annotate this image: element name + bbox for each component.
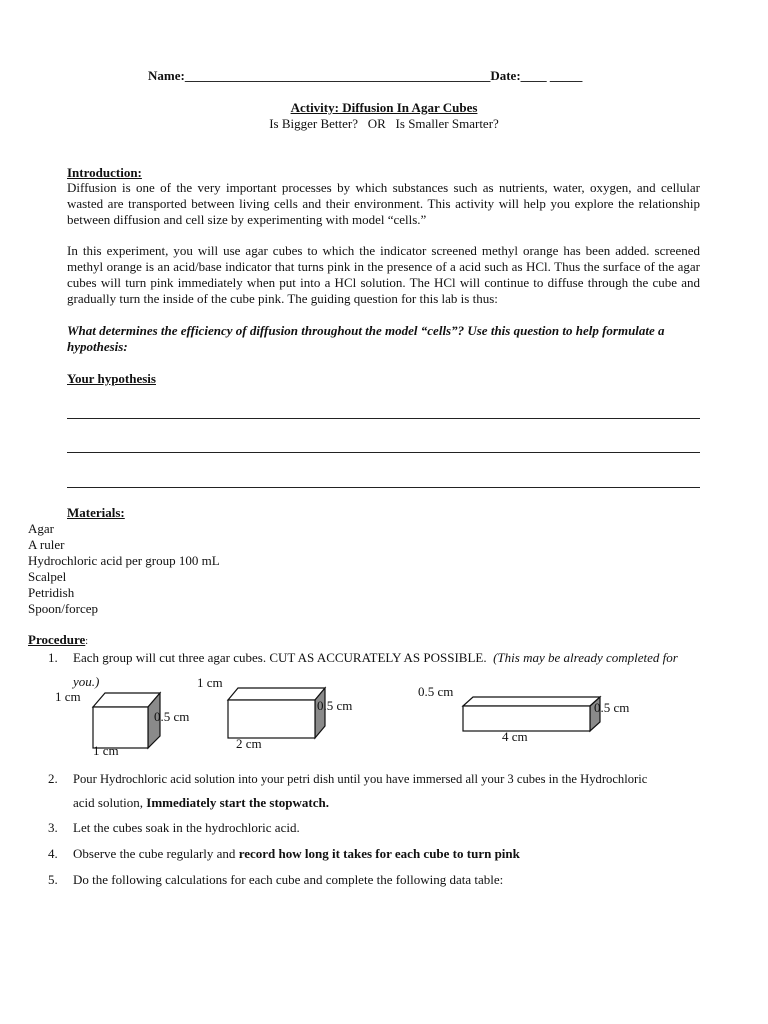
step-2-cont-plain: acid solution, bbox=[73, 795, 147, 810]
cube-2-width-label: 2 cm bbox=[236, 736, 262, 751]
materials-heading: Materials: bbox=[67, 505, 125, 520]
step-1-note: (This may be already completed for bbox=[493, 650, 678, 665]
cube-3-width-label: 4 cm bbox=[502, 729, 528, 744]
cube-2-depth-label: 0.5 cm bbox=[317, 698, 353, 713]
step-4-bold: record how long it takes for each cube to turn pink bbox=[238, 846, 520, 861]
name-field[interactable]: _______________________________________________ bbox=[184, 68, 491, 83]
step-2-text-cont bbox=[73, 795, 329, 811]
cube-1-depth-label: 0.5 cm bbox=[154, 709, 190, 724]
introduction-paragraph-1: Diffusion is one of the very important processes by which substances such as nutrients, water, oxygen, and cellular wasted are transported between living cells and their environment. This activity will help you explore the relationship between diffusion and cell size by experimenting with model “cells.” bbox=[67, 180, 700, 227]
materials-item: A ruler bbox=[28, 537, 65, 552]
name-date-line bbox=[148, 68, 582, 84]
procedure-heading-text: Procedure bbox=[28, 632, 86, 647]
materials-item: Hydrochloric acid per group 100 mL bbox=[28, 553, 220, 568]
cube-2-height-label: 1 cm bbox=[197, 675, 223, 690]
step-3-text: Let the cubes soak in the hydrochloric acid. bbox=[73, 820, 300, 835]
step-4-text bbox=[73, 846, 520, 862]
cube-1-height-label: 1 cm bbox=[55, 689, 81, 704]
step-2-cont-bold: Immediately start the stopwatch. bbox=[146, 795, 329, 810]
cube-1-width-label: 1 cm bbox=[93, 743, 119, 758]
step-5-number: 5. bbox=[48, 872, 58, 887]
cube-2-diagram bbox=[225, 685, 330, 740]
name-label: Name: bbox=[148, 68, 185, 83]
guiding-question: What determines the efficiency of diffusion throughout the model “cells”? Use this question to help formulate a hypothesis: bbox=[67, 323, 665, 354]
hypothesis-line-1[interactable] bbox=[67, 418, 700, 419]
step-3-number: 3. bbox=[48, 820, 58, 835]
date-field[interactable]: ____ _____ bbox=[520, 68, 583, 83]
activity-title: Activity: Diffusion In Agar Cubes bbox=[290, 100, 478, 115]
step-1-note-cont: you.) bbox=[73, 674, 100, 689]
materials-item: Scalpel bbox=[28, 569, 67, 584]
procedure-heading-colon: : bbox=[85, 636, 89, 647]
cube-3-diagram bbox=[460, 694, 605, 734]
hypothesis-line-3[interactable] bbox=[67, 487, 700, 488]
introduction-paragraph-2: In this experiment, you will use agar cubes to which the indicator screened methyl orange has been added. screened methyl orange is an acid/base indicator that turns pink in the presence of a acid such as HCl. Thus the surface of the agar cubes will turn pink immediately when put into a HCl solution. The HCl will continue to diffuse through the cube and gradually turn the inside of the cube pink. The guiding question for this lab is thus: bbox=[67, 243, 700, 306]
introduction-heading: Introduction: bbox=[67, 165, 142, 180]
step-1-text bbox=[73, 650, 678, 666]
date-label: Date: bbox=[490, 68, 521, 83]
cube-3-depth-label: 0.5 cm bbox=[594, 700, 630, 715]
step-1-main: Each group will cut three agar cubes. CUT AS ACCURATELY AS POSSIBLE. bbox=[73, 650, 487, 665]
activity-subtitle: Is Bigger Better? OR Is Smaller Smarter? bbox=[269, 116, 499, 131]
step-5-text: Do the following calculations for each cube and complete the following data table: bbox=[73, 872, 504, 887]
hypothesis-line-2[interactable] bbox=[67, 452, 700, 453]
step-2-text: Pour Hydrochloric acid solution into your petri dish until you have immersed all your 3 cubes in the Hydrochloric bbox=[73, 772, 648, 786]
step-2-number: 2. bbox=[48, 771, 58, 786]
hypothesis-heading: Your hypothesis bbox=[67, 371, 156, 386]
procedure-heading bbox=[28, 632, 88, 650]
cube-3-height-label: 0.5 cm bbox=[418, 684, 454, 699]
step-4-number: 4. bbox=[48, 846, 58, 861]
materials-item: Petridish bbox=[28, 585, 75, 600]
step-4-plain: Observe the cube regularly and bbox=[73, 846, 239, 861]
materials-item: Agar bbox=[28, 521, 54, 536]
step-1-number: 1. bbox=[48, 650, 58, 665]
materials-item: Spoon/forcep bbox=[28, 601, 99, 616]
